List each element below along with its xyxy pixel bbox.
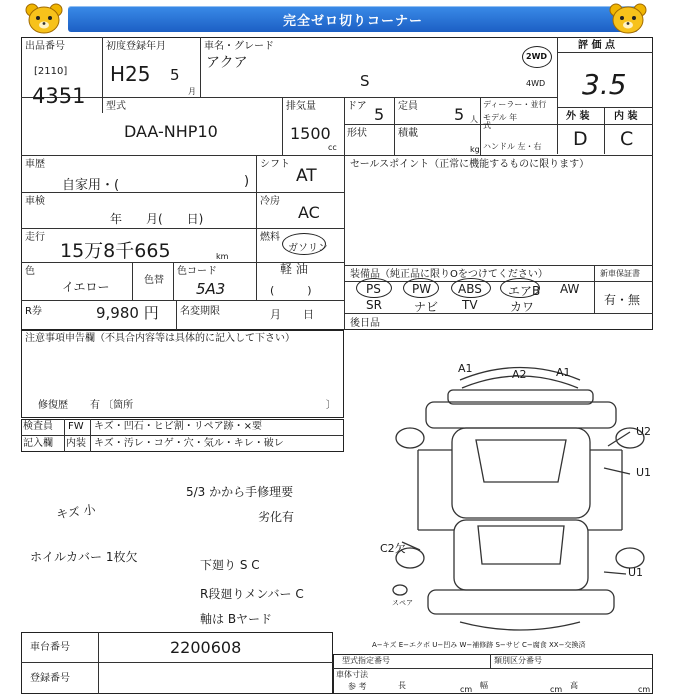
corner-title-bar: 完全ゼロ切りコーナー (68, 6, 638, 32)
dealer-label: ディーラー・並行 (483, 100, 547, 109)
inspection-value: 年 月( 日) (110, 212, 204, 226)
cm-unit-1: cm (460, 685, 473, 694)
equip-airbag: エアB (508, 284, 541, 298)
inspector-label: 検査員 (23, 421, 53, 432)
mark-u1-upper: U1 (636, 466, 652, 479)
fuel-diesel: 軽 油 (280, 262, 308, 276)
note-scratch-small: キズ 小 (55, 502, 97, 522)
car-name-label: 車名・グレード (204, 41, 274, 52)
note-wheel-cover: ホイルカバー 1枚欠 (30, 550, 138, 564)
fuel-other: ( ) (270, 284, 312, 297)
mark-c2-missing: C2欠 (380, 542, 406, 555)
displacement: 1500 (290, 124, 331, 143)
width-label: 幅 (480, 681, 488, 690)
drive-2wd: 2WD (526, 52, 548, 61)
fuel-gasoline: ガソリン (288, 243, 328, 254)
mark-u2: U2 (636, 425, 652, 438)
fw-value: キズ・凹石・ヒビ割・リペア跡・×要 (94, 421, 262, 432)
equip-airbag-circle (500, 278, 540, 298)
height-label: 高 (570, 681, 578, 690)
interior-condition-value: キズ・汚レ・コゲ・穴・気ル・キレ・破レ (94, 438, 284, 449)
length-label: 長 (398, 681, 406, 690)
mark-a1-left: A1 (458, 362, 473, 375)
history-value: 自家用・( (62, 178, 120, 193)
warranty-value: 有・無 (604, 293, 641, 307)
registration-number-label: 登録番号 (30, 673, 70, 684)
mark-u1-lower: U1 (628, 566, 644, 579)
repair-history-label: 修復歴 (38, 400, 68, 411)
shift: AT (296, 166, 317, 186)
equip-ps: PS (366, 282, 381, 296)
repair-history-value: 有 〔箇所 (90, 400, 134, 411)
cm-unit-3: cm (638, 685, 651, 694)
first-registration-month: 5 (170, 66, 180, 84)
model-code: DAA-NHP10 (124, 122, 218, 141)
mileage-label: 走行 (25, 232, 45, 243)
ac-value: AC (298, 203, 320, 222)
exterior-label: 外 装 (566, 111, 590, 122)
history-close: ) (244, 174, 250, 189)
mark-a2: A2 (512, 368, 527, 381)
cm-unit-2: cm (550, 685, 563, 694)
shape-label: 形状 (347, 128, 367, 139)
warranty-label: 新車保証書 (600, 269, 640, 278)
equip-aw: AW (560, 282, 580, 296)
drive-4wd: 4WD (526, 79, 546, 88)
model-label: 型式 (106, 101, 126, 112)
note-yard: 軸は Bヤード (200, 612, 273, 626)
note-deterioration: 劣化有 (258, 510, 295, 524)
mileage-value: 15万8千665 (60, 240, 171, 262)
category-number-label: 類別区分番号 (494, 656, 542, 665)
body-size-label: 車体寸法 (336, 670, 368, 679)
car-body-diagram (390, 350, 650, 640)
note-repair-required: 5/3 かから手修理要 (186, 485, 294, 499)
equip-pw-circle (403, 278, 439, 298)
mark-spare: スペア (392, 599, 413, 607)
inspection-label: 車検 (25, 196, 45, 207)
car-grade: S (360, 72, 370, 90)
equip-navi: ナビ (414, 300, 439, 314)
recycle-value: 9,980 円 (96, 304, 159, 322)
lot-number-label: 出品番号 (25, 41, 65, 52)
frame-number: 2200608 (170, 638, 242, 657)
color-label: 色 (25, 266, 35, 277)
note-underbody: 下廻り S C (200, 558, 260, 572)
after-items-label: 後日品 (350, 318, 380, 329)
kg-unit: kg (470, 145, 480, 154)
seats: 5 (454, 105, 465, 124)
equip-sr: SR (366, 298, 382, 312)
exterior-grade: D (573, 128, 588, 150)
name-change-label: 名変期限 (180, 306, 220, 317)
equipment-label: 装備品（純正品に限りOをつけてください） (350, 269, 548, 280)
model-year-label: モデル 年式 (483, 113, 518, 131)
month-unit: 月 (188, 87, 196, 96)
color-code-label: 色コード (177, 266, 217, 277)
doors: 5 (374, 105, 385, 124)
car-name: アクア (206, 55, 248, 71)
reference-label: 参 考 (348, 682, 367, 691)
note-rear-member: R段廻りメンバー C (200, 587, 304, 601)
equip-pw: PW (412, 282, 432, 296)
fuel-label: 燃料 (260, 232, 280, 243)
name-change-value: 月 日 (270, 308, 314, 321)
overall-score: 3.5 (582, 68, 627, 101)
handle-label: ハンドル 左・右 (483, 142, 542, 151)
color-code: 5A3 (196, 280, 226, 298)
equip-tv: TV (462, 298, 478, 312)
displacement-label: 排気量 (286, 101, 316, 112)
first-registration-year: H25 (110, 62, 151, 86)
color-value: イエロー (62, 280, 110, 294)
lot-number: 4351 (32, 84, 86, 108)
recycle-label: R券 (25, 306, 42, 317)
ac-label: 冷房 (260, 196, 280, 207)
repair-history-close: 〕 (326, 400, 336, 411)
spec-number-label: 型式指定番号 (342, 656, 390, 665)
equip-ps-circle (356, 278, 392, 298)
capacity-label: 積載 (398, 128, 418, 139)
equip-leather: カワ (510, 300, 535, 314)
interior-label: 内 装 (614, 111, 638, 122)
cc-unit: cc (328, 143, 337, 152)
frame-number-label: 車台番号 (30, 642, 70, 653)
shift-label: シフト (260, 159, 290, 170)
seats-label: 定員 (398, 101, 418, 112)
doors-label: ドア (347, 101, 367, 112)
mark-a1-right: A1 (556, 366, 571, 379)
color-change-label: 色替 (144, 275, 164, 286)
seats-unit: 人 (470, 115, 478, 124)
equip-abs: ABS (458, 282, 482, 296)
fw-label: FW (68, 421, 84, 432)
km-unit: km (216, 252, 229, 261)
bear-mascot-right-icon (608, 2, 648, 36)
equip-abs-circle (451, 278, 491, 298)
interior-condition-label: 内装 (66, 438, 86, 449)
interior-grade: C (620, 128, 634, 150)
writer-label: 記入欄 (23, 438, 53, 449)
notes-label: 注意事項申告欄（不具合内容等は具体的に記入して下さい） (25, 333, 295, 344)
damage-legend: A−キズ E−エクボ U−凹み W−補修跡 S−サビ C−腐食 XX−交換済 (372, 641, 586, 649)
score-label: 評 価 点 (578, 40, 615, 51)
lot-code: [2110] (34, 66, 68, 77)
first-registration-label: 初度登録年月 (106, 41, 166, 52)
sales-point-label: セールスポイント（正常に機能するものに限ります） (350, 159, 590, 170)
bear-mascot-left-icon (24, 2, 64, 36)
history-label: 車歴 (25, 159, 45, 170)
